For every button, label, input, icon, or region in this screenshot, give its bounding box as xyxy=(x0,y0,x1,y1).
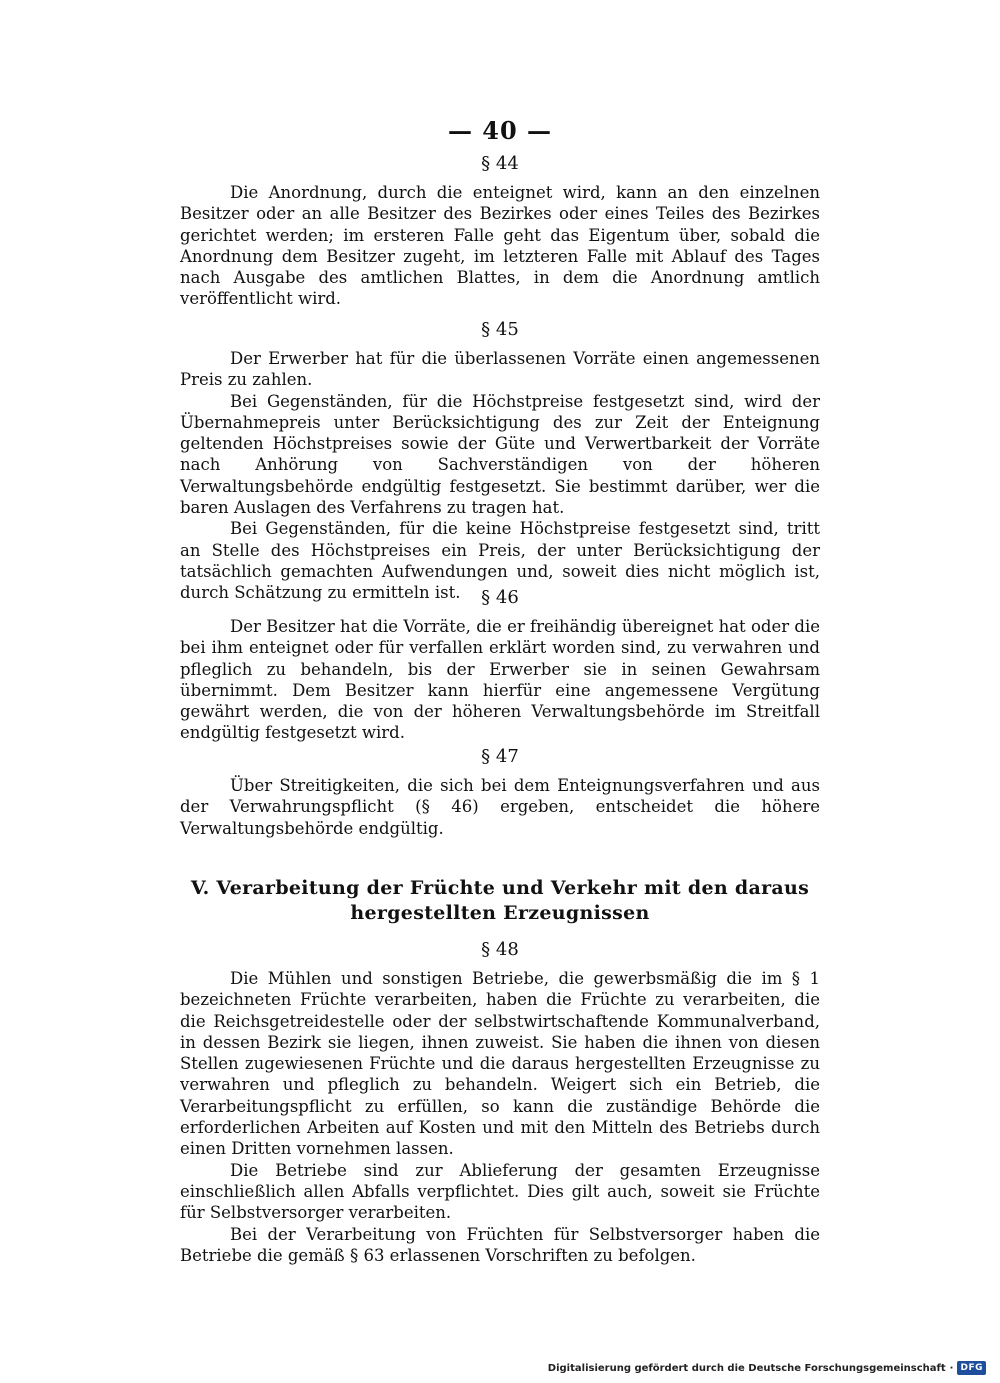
paragraph: Bei Gegenständen, für die Höchstpreise festgesetzt sind, wird der Übernahmepreis unter Berücksichtigung des zur Zeit der Enteignung geltenden Höchstpreises sowie der Güte und Verwertbarkeit der Vorräte nach Anhörung von Sachverständigen von der höheren Verwaltungsbehörde endgültig festgesetzt. Sie bestimmt darüber, wer die baren Auslagen des Verfahrens zu tragen hat. xyxy=(180,391,820,518)
section-heading: § 46 xyxy=(481,587,519,608)
footer-credit: Digitalisierung gefördert durch die Deutsche Forschungsgemeinschaft · DFG xyxy=(548,1361,986,1375)
paragraph: Bei der Verarbeitung von Früchten für Selbstversorger haben die Betriebe die gemäß § 63 erlassenen Vorschriften zu befolgen. xyxy=(180,1224,820,1265)
dfg-logo-icon: DFG xyxy=(957,1361,986,1375)
paragraph: Der Erwerber hat für die überlassenen Vorräte einen angemessenen Preis zu zahlen. xyxy=(180,349,820,390)
section-44 xyxy=(180,152,820,310)
chapter-title-line: V. Verarbeitung der Früchte und Verkehr mit den daraus xyxy=(190,877,810,899)
section-heading: § 48 xyxy=(481,939,519,960)
section-48 xyxy=(180,938,820,1266)
paragraph: Die Mühlen und sonstigen Betriebe, die gewerbsmäßig die im § 1 bezeichneten Früchte verarbeiten, haben die Früchte zu verarbeiten, die die Reichsgetreidestelle oder der selbstwirtschaftende Kommunalverband, in dessen Bezirk sie liegen, ihnen zuweist. Sie haben die ihnen von diesen Stellen zugewiesenen Früchte und die daraus hergestellten Erzeugnisse zu verwahren und pfleglich zu behandeln. Weigert sich ein Betrieb, die Verarbeitungspflicht zu erfüllen, so kann die zuständige Behörde die erforderlichen Arbeiten auf Kosten und mit den Mitteln des Betriebs durch einen Dritten vornehmen lassen. xyxy=(180,969,820,1159)
chapter-title-line: hergestellten Erzeugnissen xyxy=(350,902,650,924)
section-45 xyxy=(180,318,820,604)
section-heading: § 45 xyxy=(481,319,519,340)
section-heading: § 44 xyxy=(481,153,519,174)
paragraph: Die Betriebe sind zur Ablieferung der gesamten Erzeugnisse einschließlich allen Abfalls verpflichtet. Dies gilt auch, soweit sie Früchte für Selbstversorger verarbeiten. xyxy=(180,1160,820,1223)
section-47 xyxy=(180,745,820,839)
section-heading: § 47 xyxy=(481,746,519,767)
chapter-title xyxy=(180,876,820,926)
section-46 xyxy=(180,586,820,744)
page-number: — 40 — xyxy=(447,116,553,145)
paragraph: Über Streitigkeiten, die sich bei dem Enteignungsverfahren und aus der Verwahrungspflicht (§ 46) ergeben, entscheidet die höhere Verwaltungsbehörde endgültig. xyxy=(180,776,820,838)
paragraph: Bei Gegenständen, für die keine Höchstpreise festgesetzt sind, tritt an Stelle des Höchstpreises ein Preis, der unter Berücksichtigung der tatsächlich gemachten Aufwendungen und, soweit dies nicht möglich ist, durch Schätzung zu ermitteln ist. xyxy=(180,519,820,603)
footer-text: Digitalisierung gefördert durch die Deutsche Forschungsgemeinschaft xyxy=(547,1362,946,1374)
paragraph: Die Anordnung, durch die enteignet wird, kann an den einzelnen Besitzer oder an alle Besitzer des Bezirkes oder eines Teiles des Bezirkes gerichtet werden; im ersteren Falle geht das Eigentum über, sobald die Anordnung dem Besitzer zugeht, im letzteren Falle mit Ablauf des Tages nach Ausgabe des amtlichen Blattes, in dem die Anordnung amtlich veröffentlicht wird. xyxy=(180,183,820,309)
paragraph: Der Besitzer hat die Vorräte, die er freihändig übereignet hat oder die bei ihm enteignet oder für verfallen erklärt worden sind, zu verwahren und pfleglich zu behandeln, bis der Erwerber sie in seinen Gewahrsam übernimmt. Dem Besitzer kann hierfür eine angemessene Vergütung gewährt werden, die von der höheren Verwaltungsbehörde im Streitfall endgültig festgesetzt wird. xyxy=(180,617,820,743)
